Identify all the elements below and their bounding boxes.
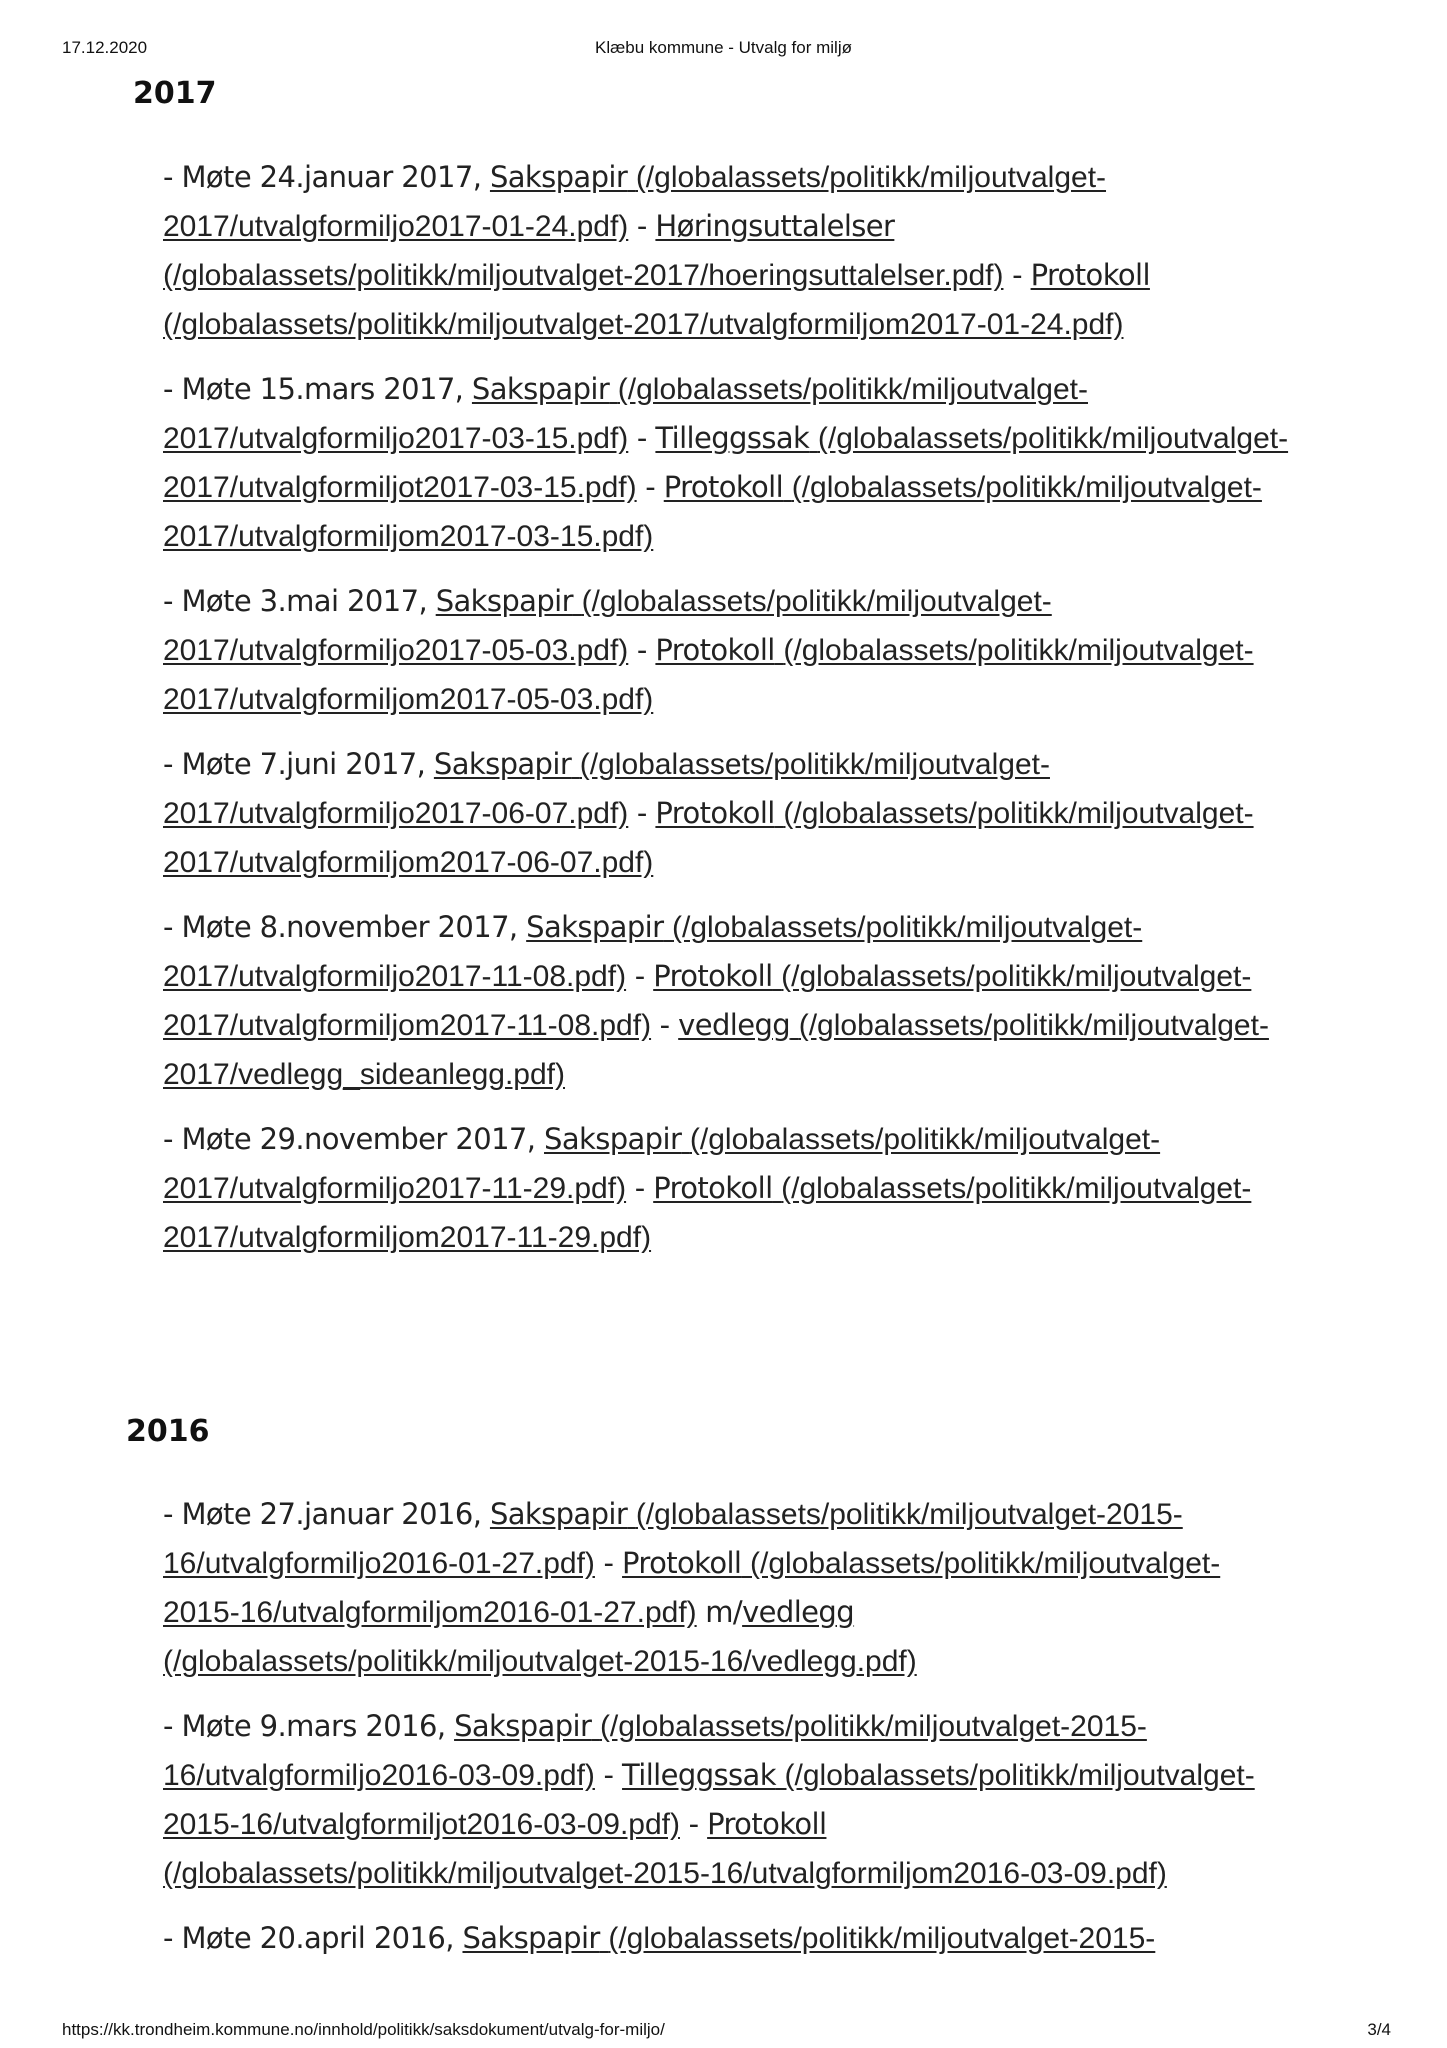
link-separator: -: [680, 1807, 708, 1841]
meeting-entry: [163, 1115, 1293, 1262]
document-link-url: (/globalassets/politikk/miljoutvalget-2017/utvalgformiljo2017-11-08.pdf): [163, 911, 1143, 993]
document-link-url: (/globalassets/politikk/miljoutvalget-2015-16/utvalgformiljom2016-01-27.pdf): [163, 1547, 1221, 1629]
document-link-url: (/globalassets/politikk/miljoutvalget-2015-16/utvalgformiljot2016-03-09.pdf): [163, 1759, 1255, 1841]
print-url: https://kk.trondheim.kommune.no/innhold/politikk/saksdokument/utvalg-for-miljo/: [62, 2020, 665, 2039]
document-link-label: Protokoll: [653, 959, 773, 993]
document-link-url: (/globalassets/politikk/miljoutvalget-2017/utvalgformiljom2017-06-07.pdf): [163, 797, 1254, 879]
meeting-entry: [163, 903, 1293, 1099]
document-link-label: Sakspapir: [544, 1122, 682, 1156]
document-link-url: (/globalassets/politikk/miljoutvalget-2017/utvalgformiljom2017-05-03.pdf): [163, 634, 1254, 716]
meeting-entry: [163, 1490, 1293, 1686]
document-link-url: (/globalassets/politikk/miljoutvalget-2017/utvalgformiljo2017-05-03.pdf): [163, 585, 1052, 667]
document-link-url: (/globalassets/politikk/miljoutvalget-2015-16/utvalgformiljo2016-03-09.pdf): [163, 1710, 1147, 1792]
document-link-label: Protokoll: [655, 633, 775, 667]
link-separator: -: [594, 1546, 623, 1580]
document-link-url: (/globalassets/politikk/miljoutvalget-2015-: [608, 1922, 1156, 1955]
document-link-url: (/globalassets/politikk/miljoutvalget-2017/utvalgformiljo2017-01-24.pdf): [163, 161, 1107, 243]
document-link-url: (/globalassets/politikk/miljoutvalget-2017/utvalgformiljo2017-06-07.pdf): [163, 748, 1050, 830]
page-number: 3/4: [1367, 2020, 1391, 2039]
document-link-url: (/globalassets/politikk/miljoutvalget-2017/utvalgformiljom2017-03-15.pdf): [163, 471, 1262, 553]
year-heading-2017: 2017: [133, 76, 217, 111]
year-heading-2016: 2016: [126, 1414, 210, 1449]
document-link-url: (/globalassets/politikk/miljoutvalget-2017/utvalgformiljo2017-03-15.pdf): [163, 373, 1088, 455]
meeting-entry: [163, 1914, 1293, 1963]
link-separator: -: [651, 1008, 679, 1042]
meeting-list-2017: [163, 153, 1293, 1278]
document-link-label: Protokoll: [622, 1546, 742, 1580]
document-link-url: (/globalassets/politikk/miljoutvalget-2017/hoeringsuttalelser.pdf): [163, 259, 1004, 292]
document-link-label: Protokoll: [663, 470, 784, 504]
meeting-date: - Møte 20.april 2016,: [163, 1921, 463, 1955]
document-link-url: (/globalassets/politikk/miljoutvalget-2017/utvalgformiljo2017-11-29.pdf): [163, 1123, 1161, 1205]
link-separator: -: [1003, 258, 1031, 292]
document-link-url: (/globalassets/politikk/miljoutvalget-2017/utvalgformiljom2017-11-29.pdf): [163, 1172, 1252, 1254]
document-link-url: (/globalassets/politikk/miljoutvalget-2017/vedlegg_sideanlegg.pdf): [163, 1009, 1269, 1091]
document-link-url: (/globalassets/politikk/miljoutvalget-2015-16/utvalgformiljom2016-03-09.pdf): [163, 1857, 1167, 1890]
document-link-label: Tilleggssak: [622, 1758, 776, 1792]
link-separator: -: [628, 633, 656, 667]
document-link-label: Sakspapir: [471, 372, 610, 406]
meeting-entry: [163, 1702, 1293, 1898]
document-link-label: Sakspapir: [462, 1921, 600, 1955]
document-link-label: Sakspapir: [526, 910, 664, 944]
link-separator: -: [628, 421, 656, 455]
document-link-url: (/globalassets/politikk/miljoutvalget-2015-16/vedlegg.pdf): [163, 1645, 917, 1678]
meeting-entry: [163, 577, 1293, 724]
document-link-label: Tilleggssak: [655, 421, 810, 455]
meeting-date: - Møte 7.juni 2017,: [163, 747, 434, 781]
document-link-label: Protokoll: [653, 1171, 773, 1205]
document-link-url: (/globalassets/politikk/miljoutvalget-2015-16/utvalgformiljo2016-01-27.pdf): [163, 1498, 1183, 1580]
document-link-label: Sakspapir: [454, 1709, 592, 1743]
print-date: 17.12.2020: [62, 38, 148, 57]
meeting-date: - Møte 24.januar 2017,: [163, 160, 490, 194]
link-separator: m/: [696, 1595, 743, 1629]
link-separator: -: [594, 1758, 623, 1792]
meeting-date: - Møte 27.januar 2016,: [163, 1497, 490, 1531]
document-link-label: Sakspapir: [433, 747, 572, 781]
print-page-title: Klæbu kommune - Utvalg for miljø: [595, 38, 852, 57]
document-link-label: Sakspapir: [489, 160, 628, 194]
document-link-label: Sakspapir: [435, 584, 573, 618]
document-link-label: Protokoll: [707, 1807, 827, 1841]
meeting-entry: [163, 153, 1293, 349]
document-link-url: (/globalassets/politikk/miljoutvalget-2017/utvalgformiljom2017-11-08.pdf): [163, 960, 1252, 1042]
meeting-date: - Møte 29.november 2017,: [163, 1122, 545, 1156]
document-link-url: (/globalassets/politikk/miljoutvalget-2017/utvalgformiljom2017-01-24.pdf): [163, 308, 1124, 341]
document-link-label: Høringsuttalelser: [655, 209, 895, 243]
document-link-label: Sakspapir: [489, 1497, 628, 1531]
meeting-date: - Møte 15.mars 2017,: [163, 372, 472, 406]
meeting-date: - Møte 8.november 2017,: [163, 910, 527, 944]
meeting-list-2016: [163, 1490, 1293, 1995]
link-separator: -: [636, 470, 664, 504]
link-separator: -: [628, 209, 656, 243]
document-link-label: vedlegg: [742, 1595, 855, 1629]
meeting-date: - Møte 3.mai 2017,: [163, 584, 436, 618]
document-link-label: Protokoll: [1030, 258, 1150, 292]
document-link-sakspapir[interactable]: [462, 1921, 1155, 1955]
link-separator: -: [628, 796, 656, 830]
document-link-label: Protokoll: [655, 796, 775, 830]
meeting-entry: [163, 740, 1293, 887]
meeting-entry: [163, 365, 1293, 561]
link-separator: -: [626, 1171, 654, 1205]
document-link-label: vedlegg: [678, 1008, 791, 1042]
link-separator: -: [626, 959, 654, 993]
document-link-url: (/globalassets/politikk/miljoutvalget-2017/utvalgformiljot2017-03-15.pdf): [163, 422, 1289, 504]
meeting-date: - Møte 9.mars 2016,: [163, 1709, 455, 1743]
